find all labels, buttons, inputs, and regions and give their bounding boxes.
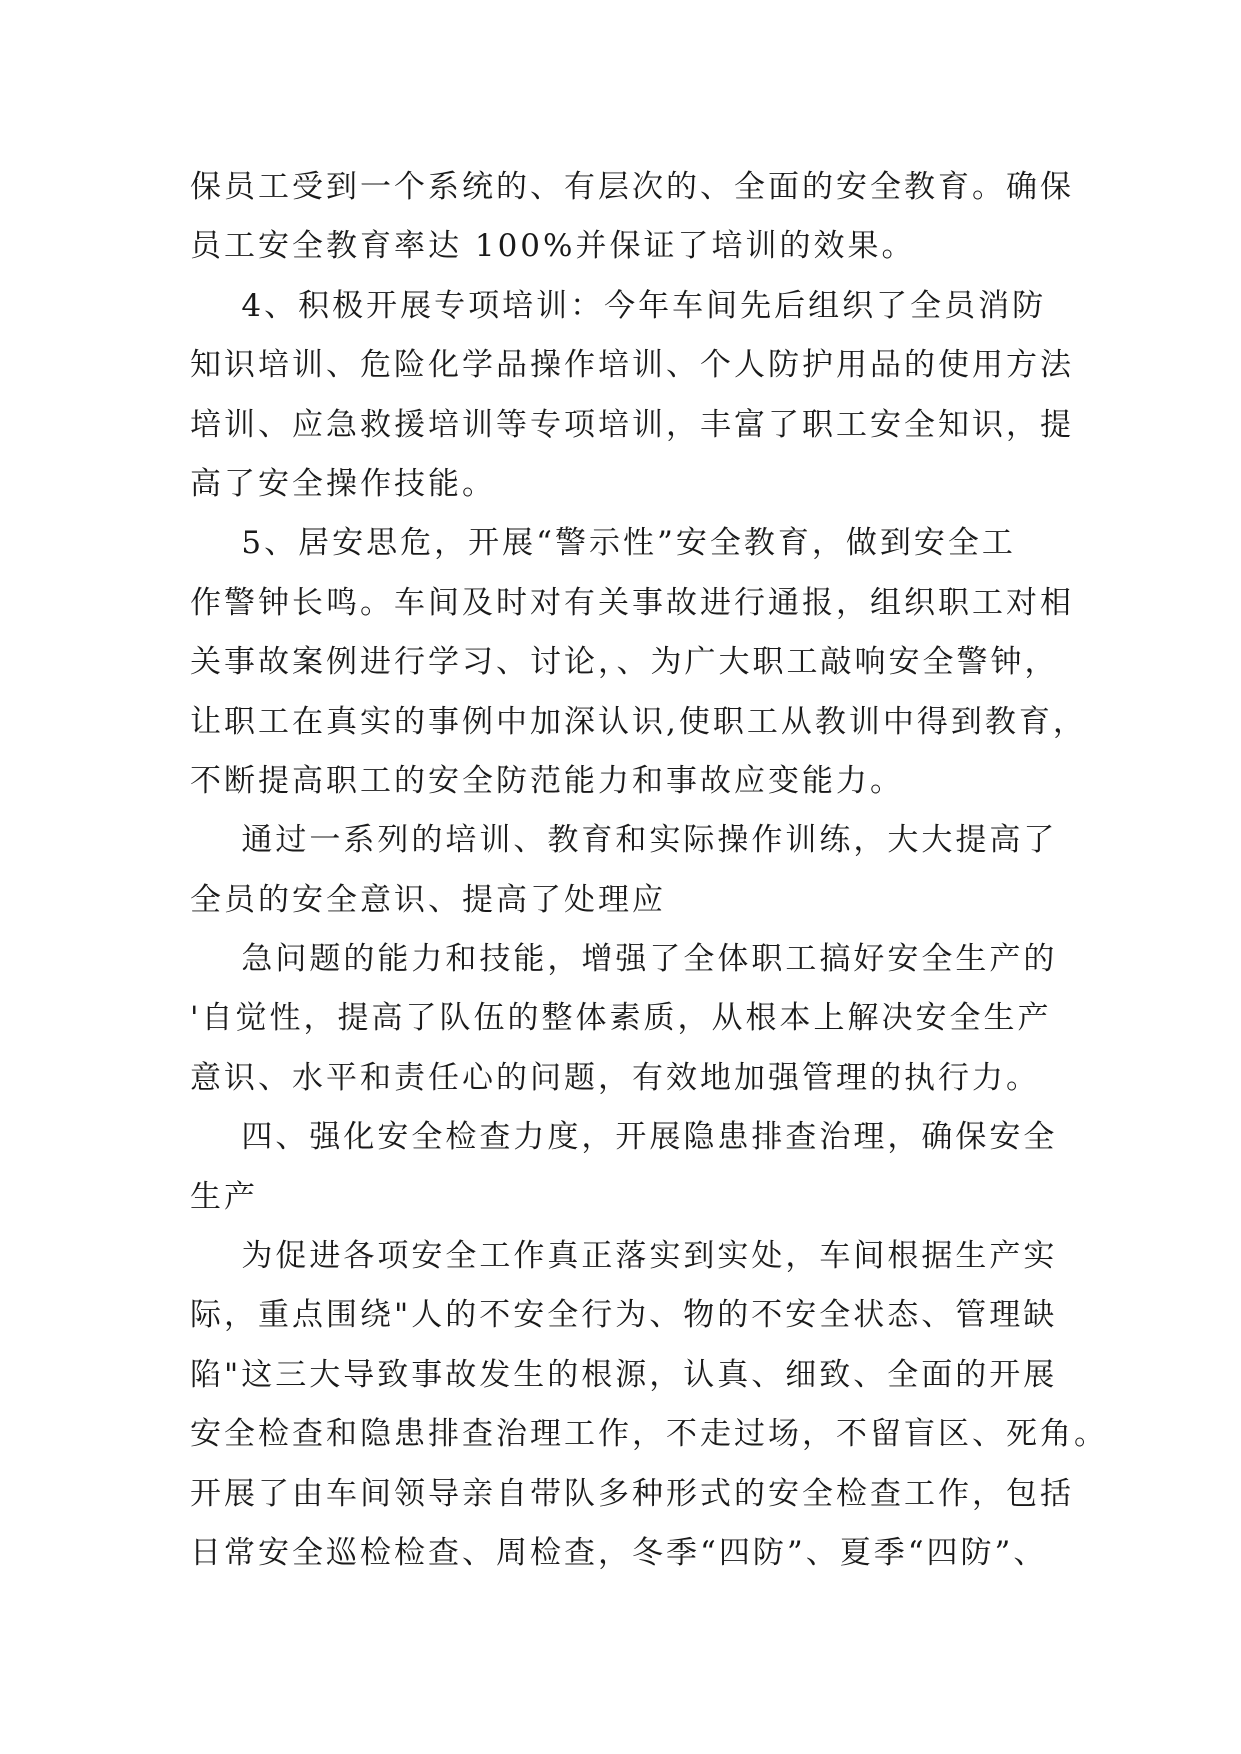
text-line: 员工安全教育率达 100%并保证了培训的效果。 bbox=[190, 228, 916, 265]
text-line: 意识、水平和责任心的问题，有效地加强管理的执行力。 bbox=[190, 1059, 1040, 1096]
text-line: 日常安全巡检检查、周检查，冬季“四防”、夏季“四防”、 bbox=[190, 1534, 1048, 1571]
text-line: 四、强化安全检查力度，开展隐患排查治理，确保安全 bbox=[190, 1119, 1058, 1156]
document-body bbox=[190, 158, 1108, 1583]
text-line: 4、积极开展专项培训：今年车间先后组织了全员消防 bbox=[190, 287, 1047, 324]
text-line: 保员工受到一个系统的、有层次的、全面的安全教育。确保 bbox=[190, 169, 1074, 205]
text-line: 际，重点围绕"人的不安全行为、物的不安全状态、管理缺 bbox=[190, 1297, 1058, 1334]
text-line: 急问题的能力和技能，增强了全体职工搞好安全生产的 bbox=[190, 941, 1058, 978]
text-line: 培训、应急救援培训等专项培训，丰富了职工安全知识，提 bbox=[190, 406, 1074, 443]
text-line: 生产 bbox=[190, 1178, 258, 1215]
text-line: 高了安全操作技能。 bbox=[190, 465, 496, 502]
text-line: 5、居安思危，开展“警示性”安全教育，做到安全工 bbox=[190, 525, 1016, 562]
text-line: '自觉性，提高了队伍的整体素质，从根本上解决安全生产 bbox=[190, 1000, 1052, 1037]
text-line: 全员的安全意识、提高了处理应 bbox=[190, 881, 666, 918]
text-line: 开展了由车间领导亲自带队多种形式的安全检查工作，包括 bbox=[190, 1475, 1074, 1512]
text-line: 作警钟长鸣。车间及时对有关事故进行通报，组织职工对相 bbox=[190, 584, 1074, 621]
text-line: 为促进各项安全工作真正落实到实处，车间根据生产实 bbox=[190, 1238, 1058, 1275]
text-line: 让职工在真实的事例中加深认识,使职工从教训中得到教育， bbox=[190, 703, 1087, 740]
text-line: 通过一系列的培训、教育和实际操作训练，大大提高了 bbox=[190, 822, 1058, 859]
text-line: 关事故案例进行学习、讨论，、为广大职工敲响安全警钟， bbox=[190, 644, 1059, 681]
text-line: 陷"这三大导致事故发生的根源，认真、细致、全面的开展 bbox=[190, 1356, 1058, 1393]
text-line: 不断提高职工的安全防范能力和事故应变能力。 bbox=[190, 762, 904, 799]
text-line: 知识培训、危险化学品操作培训、个人防护用品的使用方法 bbox=[190, 347, 1074, 384]
text-line: 安全检查和隐患排查治理工作，不走过场，不留盲区、死角。 bbox=[190, 1416, 1108, 1453]
